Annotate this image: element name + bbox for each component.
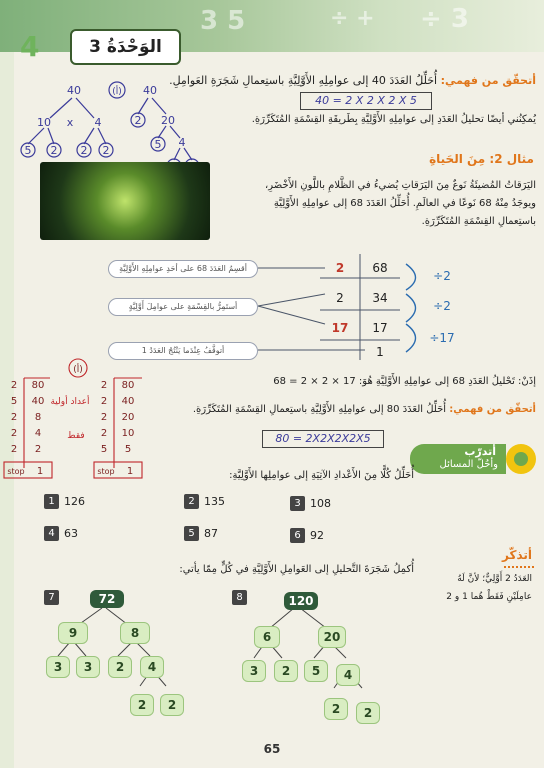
- tree8-number: 8: [232, 590, 247, 605]
- tree8-root: 120: [284, 592, 318, 610]
- step-label: أقسِمُ العَدَدَ 68 على أحَدِ عوامِلِهِ الأَوَّلِيَّةِ: [108, 260, 258, 278]
- div-divisor: 2: [336, 291, 344, 305]
- div-value: 1: [376, 345, 384, 359]
- check1-label: أتحقّق من فهمي:: [440, 74, 536, 87]
- hand-right-root: 40: [143, 84, 157, 97]
- hand-div-cell: 2: [100, 396, 108, 407]
- practice-title: أتدرّب: [464, 445, 496, 458]
- example-title-text: مثال 2: مِنَ الحَياةِ: [429, 152, 534, 166]
- tree7-node: 4: [140, 656, 164, 678]
- hand-div-cell: 20: [121, 412, 135, 423]
- check2-line: [176, 404, 536, 415]
- remember-title: أتذكّر: [502, 548, 532, 562]
- item-value: 108: [310, 497, 331, 510]
- div-value: 68: [372, 261, 388, 275]
- item-value: 135: [204, 495, 225, 508]
- step-label: أستَمِرُّ بالقِسْمَةِ على عوامِلَ أَوَّلِيَّةٍ: [108, 298, 258, 316]
- hand-left-mid: 10: [37, 116, 51, 129]
- div-step: ÷17: [429, 331, 455, 345]
- item-value: 126: [64, 495, 85, 508]
- hand-right-label: (أ): [112, 87, 122, 97]
- step-label: أتوقَّفُ عِنْدَما يَنْتُجُ العَدَدُ 1: [108, 342, 258, 360]
- decor-digit: 3 5: [200, 6, 246, 36]
- remember-text: العَدَدُ 2 أَوَّلِيٌّ؛ لأنَّ لَهُ: [457, 574, 532, 584]
- hand-division: [2, 358, 172, 488]
- example-title: [429, 152, 534, 166]
- hand-div-cell: 4: [34, 428, 42, 439]
- hand-div-cell: 2: [10, 444, 18, 455]
- hand-div-note: أعداد أولية: [50, 397, 90, 407]
- hand-div-cell: 2: [10, 412, 18, 423]
- tree7-node: 9: [58, 622, 88, 644]
- hand-div-cell: 5: [124, 444, 132, 455]
- firefly-larvae-photo: [40, 162, 210, 240]
- hand-right-l3: 4: [178, 136, 186, 149]
- tree8-node: 6: [254, 626, 280, 648]
- remember-box: [430, 548, 536, 618]
- hand-div-cell: stop: [7, 467, 25, 476]
- gear-icon: [506, 444, 536, 474]
- item-number: 6: [290, 528, 305, 543]
- tree7-node: 3: [76, 656, 100, 678]
- hand-div-cell: 80: [31, 380, 45, 391]
- item-number: 1: [44, 494, 59, 509]
- hand-div-cell: 8: [34, 412, 42, 423]
- item-value: 63: [64, 527, 78, 540]
- practice-header: [410, 444, 506, 474]
- check1-text: أُحَلِّلُ العَدَدَ 40 إلى عوامِلِهِ الأَوَّلِيَّةِ باستِعمالِ شَجَرَةِ العَوامِلِ.: [169, 74, 438, 87]
- hand-div-cell: 1: [36, 466, 44, 477]
- hand-div-cell: 80: [121, 380, 135, 391]
- item-number: 4: [44, 526, 59, 541]
- result-text: إذَنْ: تَحْليلُ العَدَدِ 68 إلى عوامِلِهِ الأَوَّلِيَّةِ هُوَ: 17 × 2 × 2 = 68: [273, 376, 536, 387]
- unit-title: الوَحْدَةُ 3: [70, 29, 181, 65]
- decor-digit: ÷ 3: [420, 4, 469, 34]
- check2-answer: 80 = 2X2X2X2X5: [262, 430, 384, 448]
- hand-left-leaf: 2: [102, 144, 110, 157]
- tree8-node: 2: [356, 702, 380, 724]
- practice-instruction: أُحَلِّلُ كُلًّا مِنَ الأَعْدادِ الآتِيَةِ إلى عوامِلِها الأَوَّلِيَّةِ:: [229, 470, 414, 481]
- example-line: ويوجَدُ مِنْهُ 68 نَوعًا في العالَمِ. أُحَلِّلُ العَدَدَ 68 إلى عوامِلِهِ الأَوَّلِيَّةِ: [273, 198, 536, 209]
- tree8-node: 20: [318, 626, 346, 648]
- tree8-node: 4: [336, 664, 360, 686]
- practice-sub: وأحُلّ المسائل: [439, 459, 498, 470]
- tree-instruction: أُكمِلُ شَجَرَةَ التَّحليلِ إلى العَوامِلِ الأَوَّلِيَّةِ في كُلٍّ مِمّا يأتي:: [179, 564, 414, 575]
- div-divisor: 2: [335, 261, 345, 275]
- hand-div-cell: 2: [10, 428, 18, 439]
- hand-left-mid: 4: [94, 116, 102, 129]
- check1-line: [169, 74, 536, 87]
- check2-text: أُحَلِّلُ العَدَدَ 80 إلى عوامِلِهِ الأَوَّلِيَّةِ باستِعمالِ القِسْمَةِ المُتَكَرِّرَةِ.: [192, 404, 447, 415]
- tree7-node: 2: [108, 656, 132, 678]
- hand-div-cell: 2: [10, 380, 18, 391]
- item-number: 5: [184, 526, 199, 541]
- item-value: 87: [204, 527, 218, 540]
- tree8-node: 2: [324, 698, 348, 720]
- item-number: 3: [290, 496, 305, 511]
- hand-div-cell: 40: [121, 396, 135, 407]
- tree8-node: 3: [242, 660, 266, 682]
- hand-left-leaf: 5: [24, 144, 32, 157]
- note-text: يُمكِنُني أيضًا تحليلُ العَدَدِ إلى عوامِلِهِ الأَوَّلِيَّةِ بِطَريقَةِ القِسْمَةِ المُتَكَرِّرَةِ.: [251, 114, 536, 125]
- hand-left-leaf: 2: [50, 144, 58, 157]
- tree7-node: 2: [160, 694, 184, 716]
- item-number: 2: [184, 494, 199, 509]
- example-line: اليَرَقاتُ المُضيئَةُ نَوعٌ مِنَ اليَرَقاتِ يُضيءُ في الظَّلامِ باللَّونِ الأَخْضَرِ،: [265, 180, 536, 191]
- tree8-node: 2: [274, 660, 298, 682]
- hand-left-root: 40: [67, 84, 81, 97]
- tree7-number: 7: [44, 590, 59, 605]
- hand-div-note: فقط: [67, 431, 85, 441]
- div-divisor: 17: [331, 321, 349, 335]
- remember-divider: [504, 566, 534, 568]
- remember-text: عامِلَيْنِ فَقَطْ هُما 1 و 2: [446, 592, 532, 602]
- hand-left-mid: x: [66, 116, 74, 129]
- hand-div-label: (أ): [73, 365, 83, 375]
- div-value: 34: [372, 291, 388, 305]
- hand-right-l3: 5: [154, 138, 162, 151]
- tree7-root: 72: [90, 590, 124, 608]
- tree7-node: 3: [46, 656, 70, 678]
- hand-div-cell: 2: [100, 380, 108, 391]
- page-number: 65: [263, 742, 281, 756]
- hand-div-cell: 10: [121, 428, 135, 439]
- item-value: 92: [310, 529, 324, 542]
- hand-div-cell: 2: [100, 428, 108, 439]
- div-value: 17: [372, 321, 388, 335]
- decor-symbol: ÷ +: [330, 6, 375, 31]
- check2-label: أتحقّق من فهمي:: [449, 404, 536, 415]
- hand-div-cell: 1: [126, 466, 134, 477]
- hand-right-mid: 20: [161, 114, 175, 127]
- tree8-node: 5: [304, 660, 328, 682]
- hand-div-cell: 2: [100, 412, 108, 423]
- check1-answer: 40 = 2 X 2 X 2 X 5: [300, 92, 432, 110]
- example-line: باستِعمالِ القِسْمَةِ المُتَكَرِّرَةِ.: [421, 216, 536, 227]
- hand-div-cell: stop: [97, 467, 115, 476]
- hand-left-leaf: 2: [80, 144, 88, 157]
- div-step: ÷2: [433, 299, 451, 313]
- hand-right-mid: 2: [134, 114, 142, 127]
- hand-div-cell: 5: [10, 396, 18, 407]
- hand-div-cell: 5: [100, 444, 108, 455]
- unit-number: 4: [20, 30, 40, 63]
- div-step: ÷2: [433, 269, 451, 283]
- tree7-node: 2: [130, 694, 154, 716]
- tree7-node: 8: [120, 622, 150, 644]
- hand-div-cell: 40: [31, 396, 45, 407]
- hand-div-cell: 2: [34, 444, 42, 455]
